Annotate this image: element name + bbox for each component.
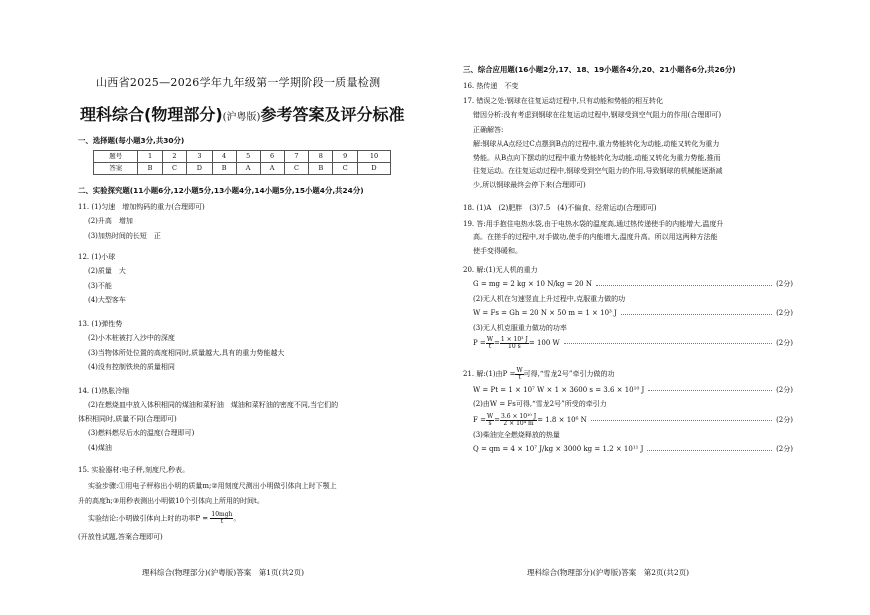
answer-line: (2)小木桩被打入沙中的深度	[88, 334, 175, 343]
title-tail: 参考答案及评分标准	[260, 105, 405, 124]
equation: Q = qm = 4 × 10⁷ J/kg × 3000 kg = 1.2 × 10¹¹ J	[473, 445, 644, 454]
equation-line	[463, 309, 793, 318]
answer-line: 错因分析:没有考虑到钢球在往复运动过程中,钢球受到空气阻力的作用(合理即可)	[473, 111, 722, 120]
table-cell: 答案	[94, 163, 138, 175]
answer-line: (4)没有控制铁块的质量相同	[88, 363, 175, 372]
table-cell: A	[260, 163, 284, 175]
answer-line: 解:钢球从A点经过C点摆到B点的过程中,重力势能转化为动能,动能又转化为重力	[473, 140, 720, 149]
answer-line: (3)无人机克服重力做功的功率	[473, 323, 567, 332]
equation: 可得,“雪龙2号”牵引力做的功	[523, 369, 615, 378]
answer-line: 体积相同时,质量不同(合理即可)	[78, 414, 177, 423]
answer-line: (3)当物体所处位置的高度相同时,质量越大,具有的重力势能越大	[88, 348, 285, 357]
equation: 21. 解:(1)由P =	[463, 369, 516, 378]
fraction	[500, 414, 537, 427]
table-cell: C	[162, 163, 187, 175]
fraction-denominator: 10 s	[508, 343, 521, 351]
answer-line: (2)在燃烧皿中放入体积相同的煤油和菜籽油 煤油和菜籽油的密度不同,当它们的	[88, 401, 339, 410]
answer-line: 正确解答:	[473, 125, 504, 134]
table-cell: 7	[284, 151, 309, 163]
answer-line: 12. (1)小球	[78, 253, 116, 261]
fraction	[486, 414, 494, 427]
equation: W = Pt = 1 × 10⁷ W × 1 × 3600 s = 3.6 × 10¹⁰ J	[473, 386, 645, 394]
equation: = 100 W	[528, 338, 560, 347]
equation: =	[493, 338, 500, 347]
answer-line: (4)大型客车	[88, 296, 126, 305]
answer-line: 15. 实验器材:电子秤,刻度尺,秒表。	[78, 466, 190, 474]
answer-line: 势能。从B点向下摆动的过程中重力势能转化为动能,动能又转化为重力势能,推而	[473, 153, 721, 162]
section-3-heading: 三、综合应用题(16小题2分,17、18、19小题各4分,20、21小题各6分,共26分)	[463, 65, 736, 74]
right-page	[463, 0, 793, 615]
dotted-leader	[596, 285, 772, 286]
formula-text: 实验结论:小明做引体向上时的功率P =	[88, 514, 211, 523]
answer-line: 升的高度h;③用秒表测出小明做10个引体向上所用的时间t。	[78, 496, 264, 505]
title-edition: (沪粤版)	[222, 112, 261, 123]
page-title	[80, 104, 404, 126]
fraction-denominator: t	[518, 374, 521, 381]
equation-line	[463, 445, 793, 454]
table-cell: 题号	[94, 151, 138, 163]
answer-line: 14. (1)热胀冷缩	[78, 387, 130, 395]
answer-line: (3)燃料燃尽后水的温度(合理即可)	[88, 429, 195, 438]
table-cell: B	[212, 163, 236, 175]
title-main: 理科综合(物理部分)	[80, 105, 223, 124]
fraction	[515, 368, 523, 381]
fraction-denominator: 2 × 10⁴ m	[503, 419, 534, 427]
table-cell: 3	[187, 151, 212, 163]
score-label: (2分)	[776, 280, 793, 289]
section-2-heading: 二、实验探究题(11小题6分,12小题5分,13小题4分,14小题5分,15小题4分,共24分)	[78, 186, 364, 195]
answer-line: (3)柴油完全燃烧释放的热量	[473, 430, 560, 439]
answer-table-wrap	[78, 150, 408, 175]
score-label: (2分)	[776, 338, 793, 347]
answer-line: (开放性试题,答案合理即可)	[78, 533, 163, 542]
answer-line: (2)升高 增加	[88, 217, 133, 226]
equation-line	[463, 414, 793, 427]
table-cell: D	[187, 163, 212, 175]
fraction-denominator: t	[488, 343, 492, 351]
fraction	[500, 337, 529, 350]
table-cell: 8	[309, 151, 333, 163]
table-cell: C	[333, 163, 358, 175]
answer-line: 实验步骤:①用电子秤称出小明的质量m;②用刻度尺测出小明做引体向上时下颚上	[88, 482, 337, 491]
question-11	[78, 203, 408, 241]
table-cell: 10	[358, 151, 391, 163]
table-cell: 9	[333, 151, 358, 163]
fraction-numerator: 1 × 10³ J	[500, 336, 528, 344]
table-cell: A	[236, 163, 260, 175]
question-15	[78, 466, 408, 543]
question-21	[463, 368, 793, 455]
table-cell: B	[309, 163, 333, 175]
section-1-heading: 一、选择题(每小题3分,共30分)	[78, 136, 185, 145]
answer-line-formula: 实验结论:小明做引体向上时的功率P = $\frac{\text{10mgh}}{t}$ 。	[88, 511, 241, 526]
score-label: (2分)	[776, 309, 793, 318]
table-row	[94, 151, 391, 163]
answer-line: 20. 解:(1)无人机的重力	[463, 266, 538, 274]
left-page	[78, 0, 408, 615]
table-cell: C	[284, 163, 309, 175]
answer-line: (3)不能	[88, 281, 112, 290]
answer-line: (4)煤油	[88, 443, 112, 452]
dotted-leader	[648, 390, 772, 391]
dotted-leader	[647, 450, 772, 451]
question-14	[78, 387, 408, 453]
equation: W = Fs = Gh = 20 N × 50 m = 1 × 10³ J	[473, 309, 617, 318]
fraction-numerator: 3.6 × 10¹⁰ J	[501, 412, 537, 420]
equation-line	[463, 280, 793, 289]
question-13	[78, 320, 408, 373]
page-footer: 理科综合(物理部分)(沪粤版)答案 第1页(共2页)	[142, 568, 305, 577]
question-16	[463, 82, 793, 91]
equation: F =	[473, 415, 486, 424]
question-18	[463, 204, 793, 213]
equation-line	[463, 386, 793, 395]
answer-line: (2)由W = Fs可得,“雪龙2号”所受的牵引力	[473, 400, 607, 409]
answer-line: 少,所以钢球最终会停下来(合理即可)	[473, 180, 586, 189]
equation: =	[494, 415, 500, 424]
page-footer: 理科综合(物理部分)(沪粤版)答案 第2页(共2页)	[527, 568, 690, 577]
answer-line: 13. (1)弹性势	[78, 320, 123, 328]
answer-line: 16. 热传递 不变	[463, 82, 519, 90]
table-cell: 5	[236, 151, 260, 163]
answer-table	[93, 150, 391, 175]
dotted-leader	[591, 420, 772, 421]
table-cell: 1	[138, 151, 162, 163]
table-row	[94, 163, 391, 175]
table-cell: 6	[260, 151, 284, 163]
question-12	[78, 253, 408, 306]
score-label: (2分)	[776, 386, 793, 394]
equation-line	[463, 337, 793, 350]
fraction-numerator: 10mgh	[211, 511, 233, 519]
equation: P =	[473, 338, 486, 347]
fraction-denominator: t	[220, 518, 224, 526]
table-cell: B	[138, 163, 162, 175]
answer-line: 高。在搓手的过程中,对手做功,使手的内能增大,温度升高。所以用这两种方法能	[473, 233, 718, 242]
table-cell: 2	[162, 151, 187, 163]
exam-header: 山西省2025—2026学年九年级第一学期阶段一质量检测	[96, 76, 381, 89]
dotted-leader	[621, 314, 772, 315]
answer-line: 11. (1)匀速 增加钩码的重力(合理即可)	[78, 203, 205, 211]
fraction	[210, 512, 233, 525]
answer-line: 17. 错误之处:钢球在往复运动过程中,只有动能和势能的相互转化	[463, 97, 663, 105]
table-cell: 4	[212, 151, 236, 163]
dotted-leader	[564, 343, 772, 344]
score-label: (2分)	[776, 415, 793, 424]
table-cell: D	[358, 163, 391, 175]
fraction-numerator: W	[516, 367, 523, 374]
question-20	[463, 266, 793, 350]
fraction-numerator: W	[486, 412, 494, 420]
equation: G = mg = 2 kg × 10 N/kg = 20 N	[473, 280, 592, 289]
equation: = 1.8 × 10⁶ N	[537, 415, 587, 424]
fraction-numerator: W	[486, 336, 493, 344]
fraction	[486, 337, 494, 350]
answer-line: 使手变得暖和。	[473, 246, 522, 255]
answer-line: 18. (1)A (2)肥胖 (3)7.5 (4)不偏食、经常运动(合理即可)	[463, 204, 657, 212]
question-19	[463, 220, 793, 256]
question-17	[463, 97, 793, 190]
score-label: (2分)	[776, 445, 793, 454]
fraction-denominator: s	[488, 419, 492, 427]
answer-line: (2)质量 大	[88, 267, 126, 276]
answer-line: 19. 答:用手抱住电热水袋,由于电热水袋的温度高,通过热传递使手的内能增大,温度升	[463, 220, 724, 228]
answer-line: (3)加热时间的长短 正	[88, 231, 161, 240]
equation-line	[463, 368, 793, 381]
answer-line: 往复运动。在往复运动过程中,钢球受到空气阻力的作用,导致钢球的机械能逐渐减	[473, 167, 723, 176]
answer-line: (2)无人机在匀速竖直上升过程中,克服重力做的功	[473, 294, 626, 303]
